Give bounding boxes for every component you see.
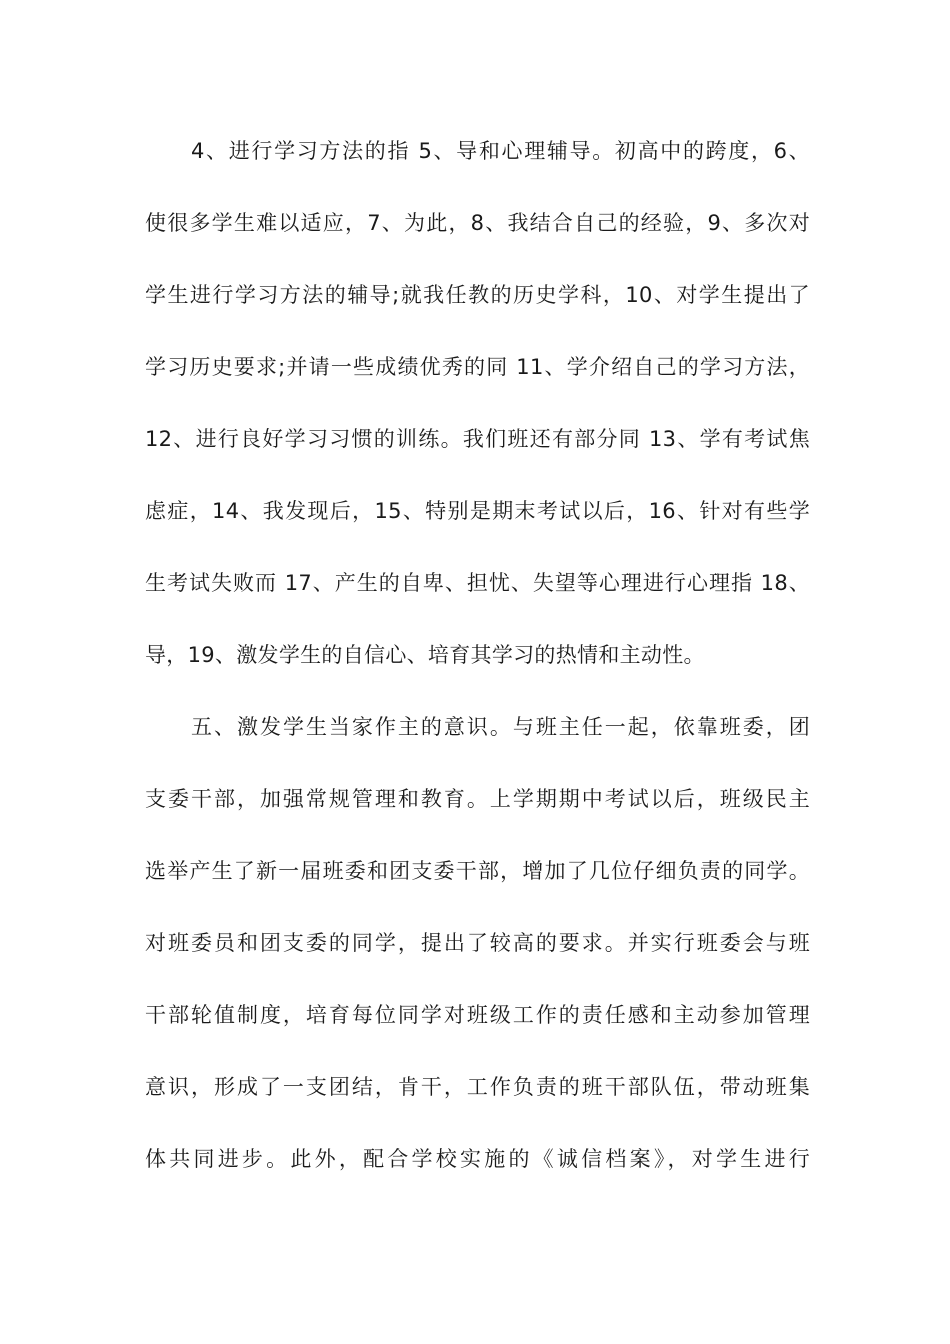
paragraph-line: 干部轮值制度，培育每位同学对班级工作的责任感和主动参加管理 xyxy=(145,1003,810,1027)
paragraph-student-self-management xyxy=(145,703,810,1207)
paragraph-line: 虑症，14、我发现后，15、特别是期末考试以后，16、针对有些学 xyxy=(145,499,810,523)
paragraph-line: 五、激发学生当家作主的意识。与班主任一起，依靠班委，团 xyxy=(191,715,810,739)
paragraph-line: 使很多学生难以适应，7、为此，8、我结合自己的经验，9、多次对 xyxy=(145,211,810,235)
paragraph-line: 支委干部，加强常规管理和教育。上学期期中考试以后，班级民主 xyxy=(145,787,810,811)
paragraph-line: 对班委员和团支委的同学，提出了较高的要求。并实行班委会与班 xyxy=(145,931,810,955)
paragraph-line: 12、进行良好学习习惯的训练。我们班还有部分同 13、学有考试焦 xyxy=(145,427,810,451)
paragraph-line: 学习历史要求;并请一些成绩优秀的同 11、学介绍自己的学习方法， xyxy=(145,355,810,379)
paragraph-line: 学生进行学习方法的辅导;就我任教的历史学科，10、对学生提出了 xyxy=(145,283,810,307)
paragraph-line: 选举产生了新一届班委和团支委干部，增加了几位仔细负责的同学。 xyxy=(145,859,810,883)
paragraph-line: 意识，形成了一支团结，肯干，工作负责的班干部队伍，带动班集 xyxy=(145,1075,810,1099)
paragraph-learning-guidance xyxy=(145,127,810,703)
paragraph-line: 体共同进步。此外，配合学校实施的《诚信档案》，对学生进行 xyxy=(145,1147,810,1171)
paragraph-line: 生考试失败而 17、产生的自卑、担忧、失望等心理进行心理指 18、 xyxy=(145,571,810,595)
paragraph-line: 导，19、激发学生的自信心、培育其学习的热情和主动性。 xyxy=(145,643,705,667)
paragraph-line: 4、进行学习方法的指 5、导和心理辅导。初高中的跨度，6、 xyxy=(191,139,810,163)
